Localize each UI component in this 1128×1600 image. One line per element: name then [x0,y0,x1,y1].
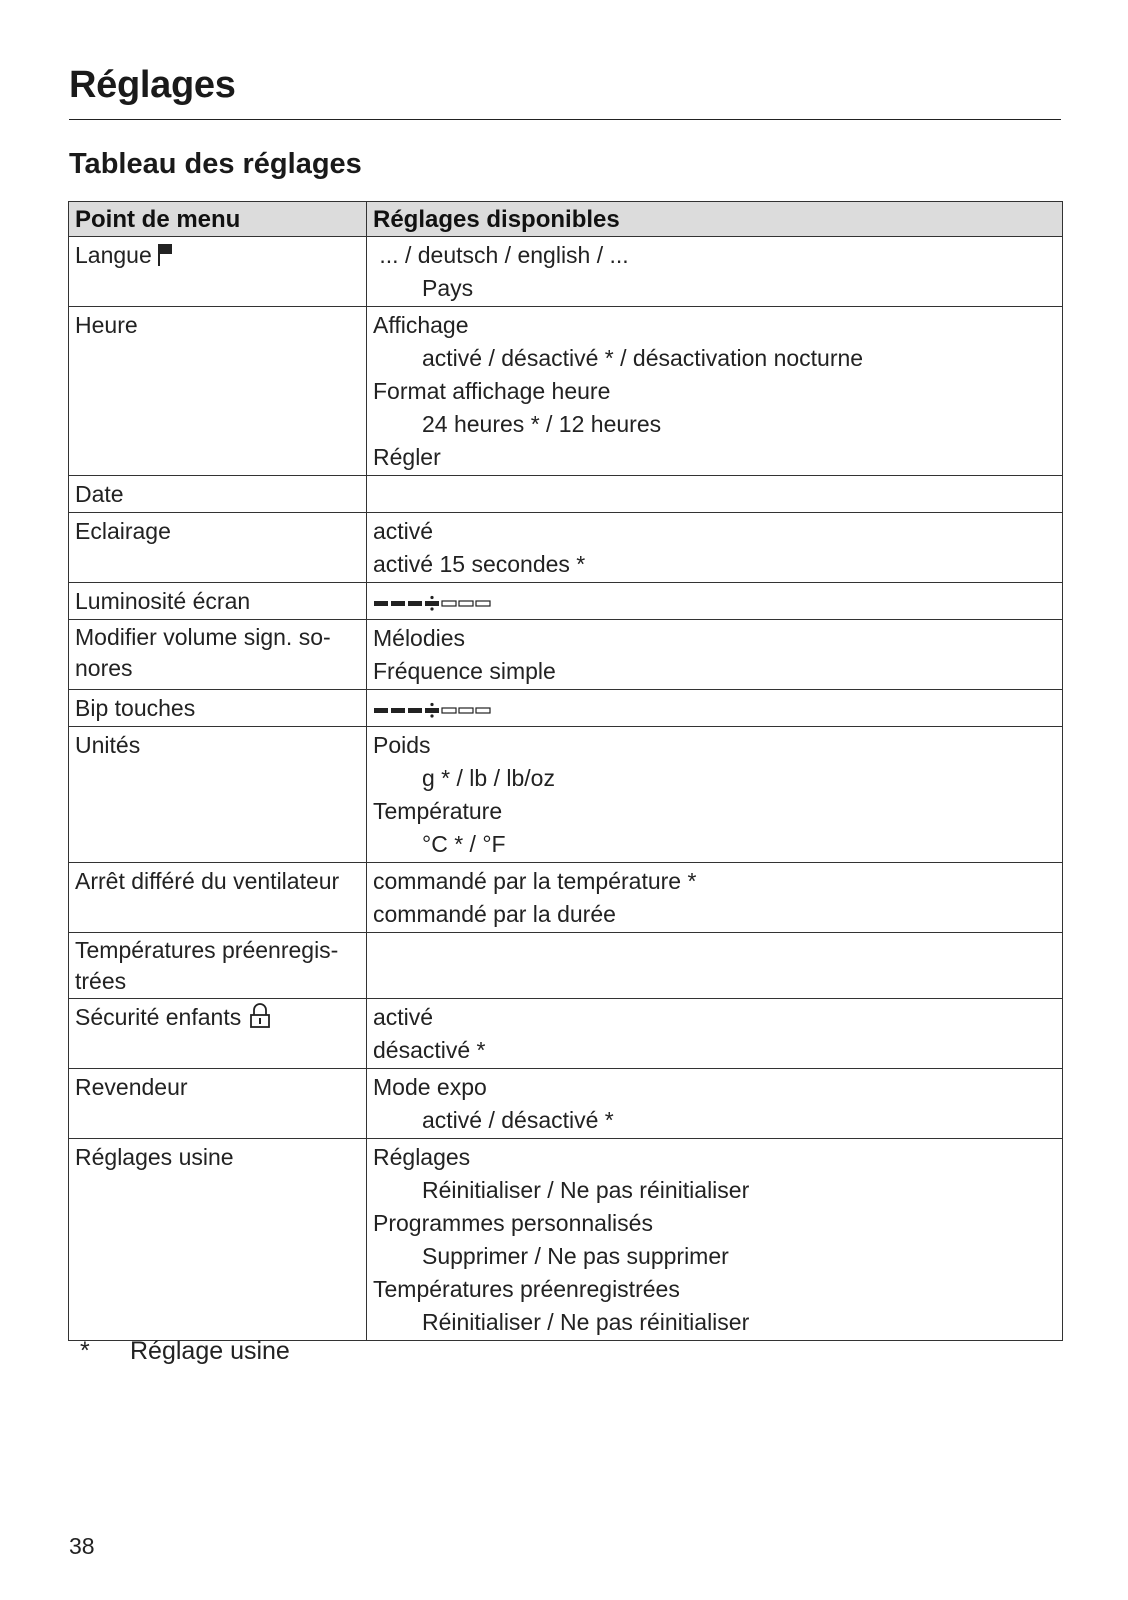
setting-option: Poids [373,732,431,758]
level-segment [425,601,439,606]
table-row [69,476,1063,513]
menu-item-label: Revendeur [75,1074,188,1100]
setting-option: 24 heures * / 12 heures [422,411,662,437]
setting-option: Programmes personnalisés [373,1210,653,1236]
menu-item-cell [69,513,367,583]
available-settings-cell [367,237,1063,307]
menu-item-label: Luminosité écran [75,588,251,614]
menu-item-label: Langue [75,242,152,268]
footnote [80,1337,290,1366]
level-segment [408,708,422,713]
level-bar-icon [373,595,491,611]
flag-icon [158,244,174,266]
menu-item-cell [69,307,367,476]
setting-option: Fréquence simple [373,658,556,684]
setting-option: Régler [373,444,441,470]
table-row [69,1139,1063,1341]
setting-option: Pays [422,275,474,301]
footnote-text: Réglage usine [130,1337,290,1365]
menu-item-cell [69,690,367,727]
setting-option: activé [373,518,434,544]
available-settings-cell [367,1139,1063,1341]
level-segment [391,708,405,713]
available-settings-cell [367,476,1063,513]
level-segment [374,708,388,713]
menu-item-cell [69,727,367,863]
level-segment [476,708,490,713]
available-settings-cell [367,727,1063,863]
table-row [69,1069,1063,1139]
column-header-menu-item: Point de menu [69,202,367,237]
menu-item-cell [69,620,367,690]
setting-option: Température [373,798,503,824]
setting-option: activé [373,1004,434,1030]
available-settings-cell [367,1069,1063,1139]
page-title: Réglages [69,64,236,106]
menu-item-label: Réglages usine [75,1144,234,1170]
table-row [69,933,1063,999]
available-settings-cell [367,620,1063,690]
menu-item-cell [69,476,367,513]
menu-item-label: Arrêt différé du ventilateur [75,868,340,894]
setting-option: commandé par la température * [373,868,697,894]
menu-item-cell [69,863,367,933]
menu-item-cell [69,583,367,620]
setting-option: Réglages [373,1144,471,1170]
menu-item-cell [69,1069,367,1139]
menu-item-label: Heure [75,312,138,338]
available-settings-cell [367,690,1063,727]
footnote-marker: * [80,1337,90,1365]
level-segment [425,708,439,713]
column-header-available-settings: Réglages disponibles [367,202,1063,237]
menu-item-label: Bip touches [75,695,196,721]
menu-item-label: Unités [75,732,141,758]
level-segment [374,601,388,606]
setting-option: Réinitialiser / Ne pas réinitialiser [422,1177,750,1203]
setting-option: Mélodies [373,625,466,651]
setting-option: Réinitialiser / Ne pas réinitialiser [422,1309,750,1335]
setting-option: Format affichage heure [373,378,611,404]
table-row [69,307,1063,476]
table-row [69,620,1063,690]
menu-item-cell [69,1139,367,1341]
level-bar-icon [373,702,491,718]
table-row [69,690,1063,727]
setting-option: Affichage [373,312,469,338]
menu-item-cell [69,999,367,1069]
setting-option: activé / désactivé * / désactivation nocturne [422,345,864,371]
title-divider [69,119,1061,120]
level-segment [408,601,422,606]
setting-option: ... / deutsch / english / ... [373,242,629,268]
setting-option: activé 15 secondes * [373,551,586,577]
setting-option: activé / désactivé * [422,1107,614,1133]
table-row [69,999,1063,1069]
available-settings-cell [367,999,1063,1069]
menu-item-cell [69,933,367,999]
level-segment [442,708,456,713]
level-segment [391,601,405,606]
menu-item-label: Modifier volume sign. so- nores [75,624,331,681]
setting-option: Supprimer / Ne pas supprimer [422,1243,729,1269]
menu-item-label: Date [75,481,124,507]
level-segment [459,601,473,606]
table-row [69,237,1063,307]
setting-option: °C * / °F [422,831,506,857]
table-header-row [69,202,1063,237]
table-row [69,863,1063,933]
setting-option: g * / lb / lb/oz [422,765,555,791]
page-number: 38 [69,1533,95,1559]
level-segment [459,708,473,713]
table-row [69,583,1063,620]
level-segment [476,601,490,606]
setting-option: Températures préenregistrées [373,1276,680,1302]
menu-item-cell [69,237,367,307]
available-settings-cell [367,933,1063,999]
setting-option: Mode expo [373,1074,487,1100]
available-settings-cell [367,583,1063,620]
available-settings-cell [367,307,1063,476]
lock-icon [249,1003,271,1029]
menu-item-label: Eclairage [75,518,171,544]
level-segment [442,601,456,606]
menu-item-label: Sécurité enfants [75,1004,242,1030]
setting-option: commandé par la durée [373,901,616,927]
available-settings-cell [367,863,1063,933]
setting-option: désactivé * [373,1037,486,1063]
table-row [69,727,1063,863]
available-settings-cell [367,513,1063,583]
table-row [69,513,1063,583]
menu-item-label: Températures préenregis- trées [75,937,339,994]
section-title: Tableau des réglages [69,148,362,180]
settings-table [68,201,1063,1341]
